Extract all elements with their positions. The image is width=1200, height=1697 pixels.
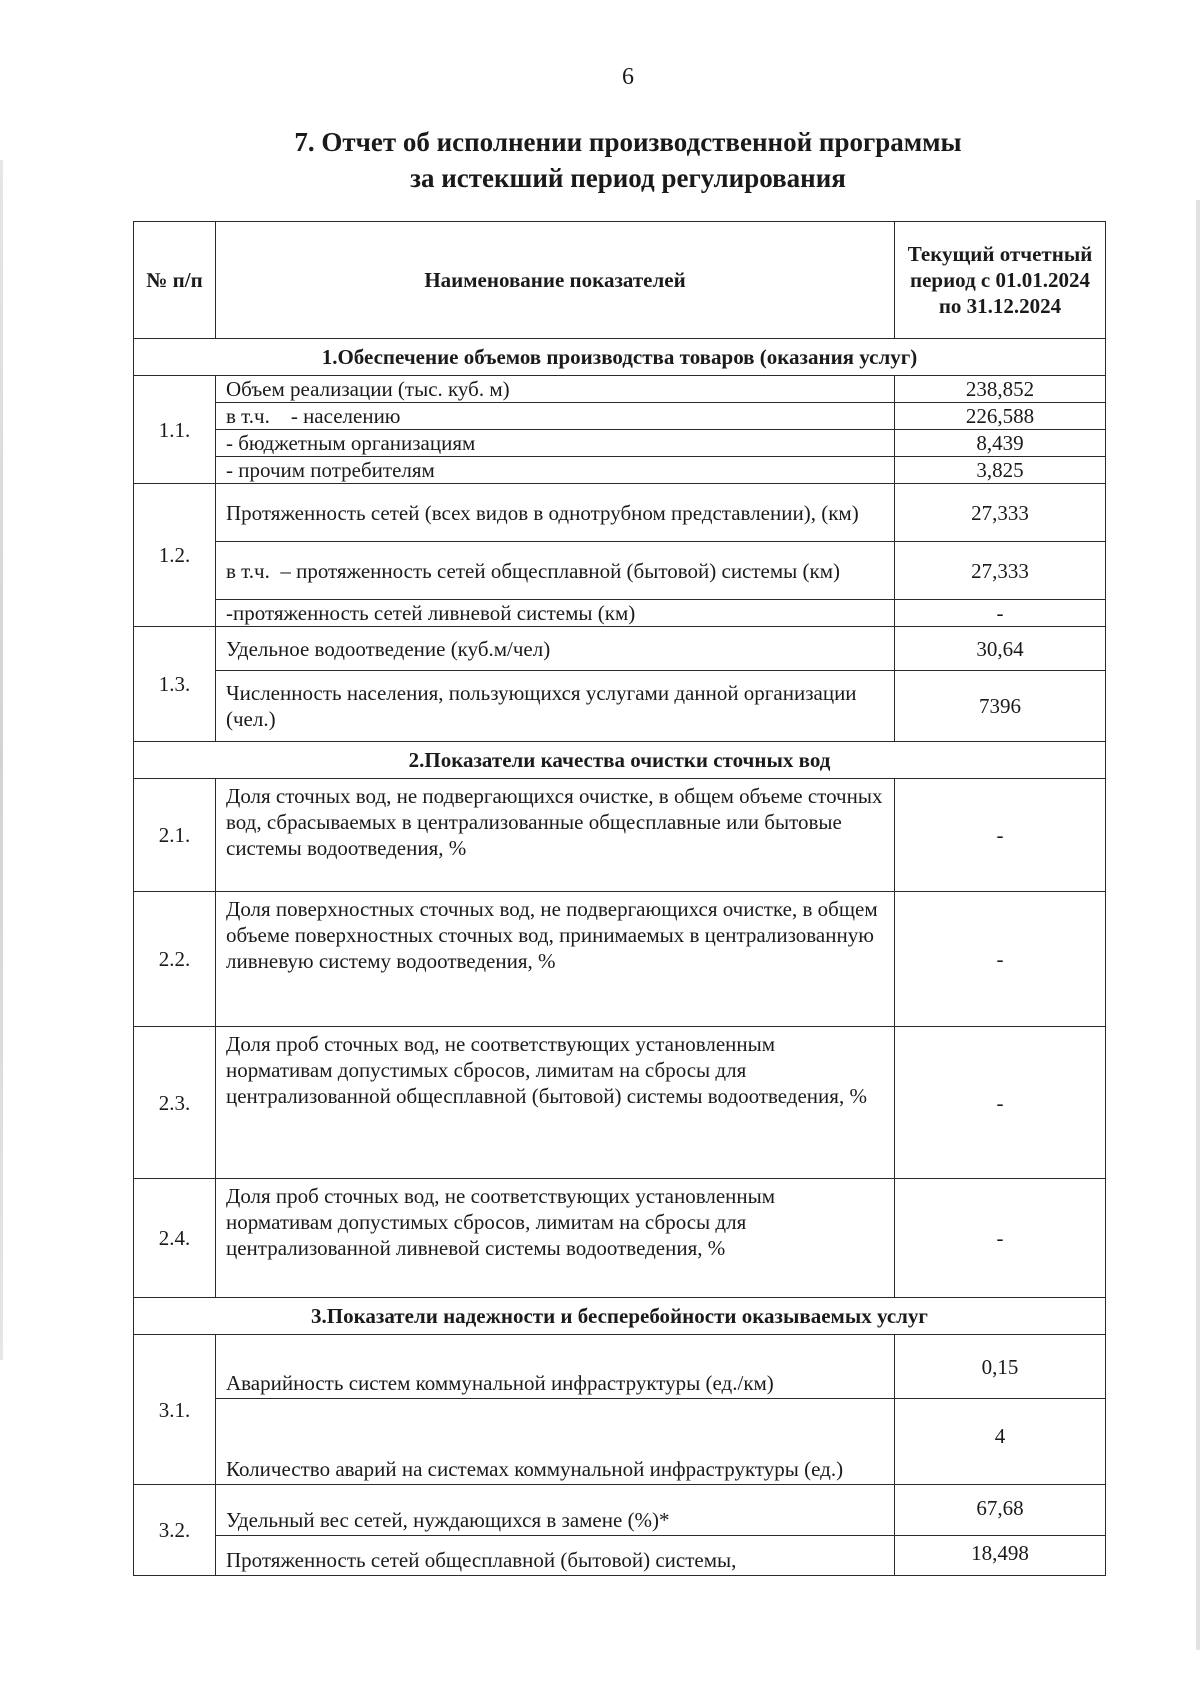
header-num: № п/п [134,222,216,339]
row-label: Количество аварий на системах коммунальной инфраструктуры (ед.) [216,1399,895,1485]
table-row [134,376,1106,403]
page-number: 6 [622,64,634,90]
row-label: Доля проб сточных вод, не соответствующих установленным нормативам допустимых сбросов, лимитам на сбросы для централизованной ливневой системы водоотведения, % [216,1179,895,1298]
row-label: Доля поверхностных сточных вод, не подвергающихся очистке, в общем объеме поверхностных сточных вод, принимаемых в централизованную ливневую систему водоотведения, % [216,892,895,1027]
report-table [133,221,1106,1576]
row-number: 2.2. [134,892,216,1027]
table-row [134,1335,1106,1399]
table-header-row [134,222,1106,339]
row-label: Удельное водоотведение (куб.м/чел) [216,627,895,671]
row-label: Удельный вес сетей, нуждающихся в замене (%)* [216,1485,895,1536]
page-title [0,124,1200,196]
scan-edge-left [0,160,3,1360]
row-value: - [895,892,1106,1027]
table-row [134,430,1106,457]
row-value: 8,439 [895,430,1106,457]
row-label: Протяженность сетей общесплавной (бытовой) системы, [216,1536,895,1576]
row-label: в т.ч. – протяженность сетей общесплавной (бытовой) системы (км) [216,542,895,600]
row-label: Объем реализации (тыс. куб. м) [216,376,895,403]
row-number: 1.2. [134,484,216,627]
row-value: 3,825 [895,457,1106,484]
table-row [134,671,1106,742]
table-row [134,1485,1106,1536]
table-row [134,403,1106,430]
table-row [134,627,1106,671]
row-value: - [895,1027,1106,1179]
row-value: 30,64 [895,627,1106,671]
row-label: в т.ч. - населению [216,403,895,430]
table-row [134,779,1106,892]
section-row [134,1298,1106,1335]
section-row [134,742,1106,779]
row-number: 1.1. [134,376,216,484]
row-value: 226,588 [895,403,1106,430]
row-number: 3.1. [134,1335,216,1485]
section-2-title: 2.Показатели качества очистки сточных вод [134,742,1106,779]
row-label: Доля сточных вод, не подвергающихся очистке, в общем объеме сточных вод, сбрасываемых в централизованные общесплавные или бытовые системы водоотведения, % [216,779,895,892]
table-row [134,542,1106,600]
table-row [134,892,1106,1027]
row-label: Аварийность систем коммунальной инфраструктуры (ед./км) [216,1335,895,1399]
section-row [134,339,1106,376]
table-row [134,1536,1106,1576]
row-value: 27,333 [895,542,1106,600]
header-name: Наименование показателей [216,222,895,339]
row-label: -протяженность сетей ливневой системы (км) [216,600,895,627]
scan-edge-right [1196,200,1200,1650]
row-value: 4 [895,1399,1106,1485]
row-number: 2.3. [134,1027,216,1179]
row-number: 2.1. [134,779,216,892]
row-value: 0,15 [895,1335,1106,1399]
row-label: Численность населения, пользующихся услугами данной организации (чел.) [216,671,895,742]
title-line-1: 7. Отчет об исполнении производственной программы [294,127,962,157]
row-number: 1.3. [134,627,216,742]
row-value: 18,498 [895,1536,1106,1576]
row-label: Протяженность сетей (всех видов в однотрубном представлении), (км) [216,484,895,542]
row-number: 2.4. [134,1179,216,1298]
title-line-2: за истекший период регулирования [410,163,846,193]
table-row [134,600,1106,627]
row-value: - [895,779,1106,892]
table-row [134,1179,1106,1298]
row-value: 67,68 [895,1485,1106,1536]
section-1-title: 1.Обеспечение объемов производства товаров (оказания услуг) [134,339,1106,376]
row-value: 7396 [895,671,1106,742]
row-value: - [895,1179,1106,1298]
table-row [134,1027,1106,1179]
row-label: Доля проб сточных вод, не соответствующих установленным нормативам допустимых сбросов, лимитам на сбросы для централизованной общесплавной (бытовой) системы водоотведения, % [216,1027,895,1179]
table-row [134,457,1106,484]
row-label: - бюджетным организациям [216,430,895,457]
header-period: Текущий отчетный период с 01.01.2024 по 31.12.2024 [895,222,1106,339]
table-row [134,484,1106,542]
table-row [134,1399,1106,1485]
row-label: - прочим потребителям [216,457,895,484]
section-3-title: 3.Показатели надежности и бесперебойности оказываемых услуг [134,1298,1106,1335]
row-value: - [895,600,1106,627]
row-value: 27,333 [895,484,1106,542]
row-value: 238,852 [895,376,1106,403]
row-number: 3.2. [134,1485,216,1576]
